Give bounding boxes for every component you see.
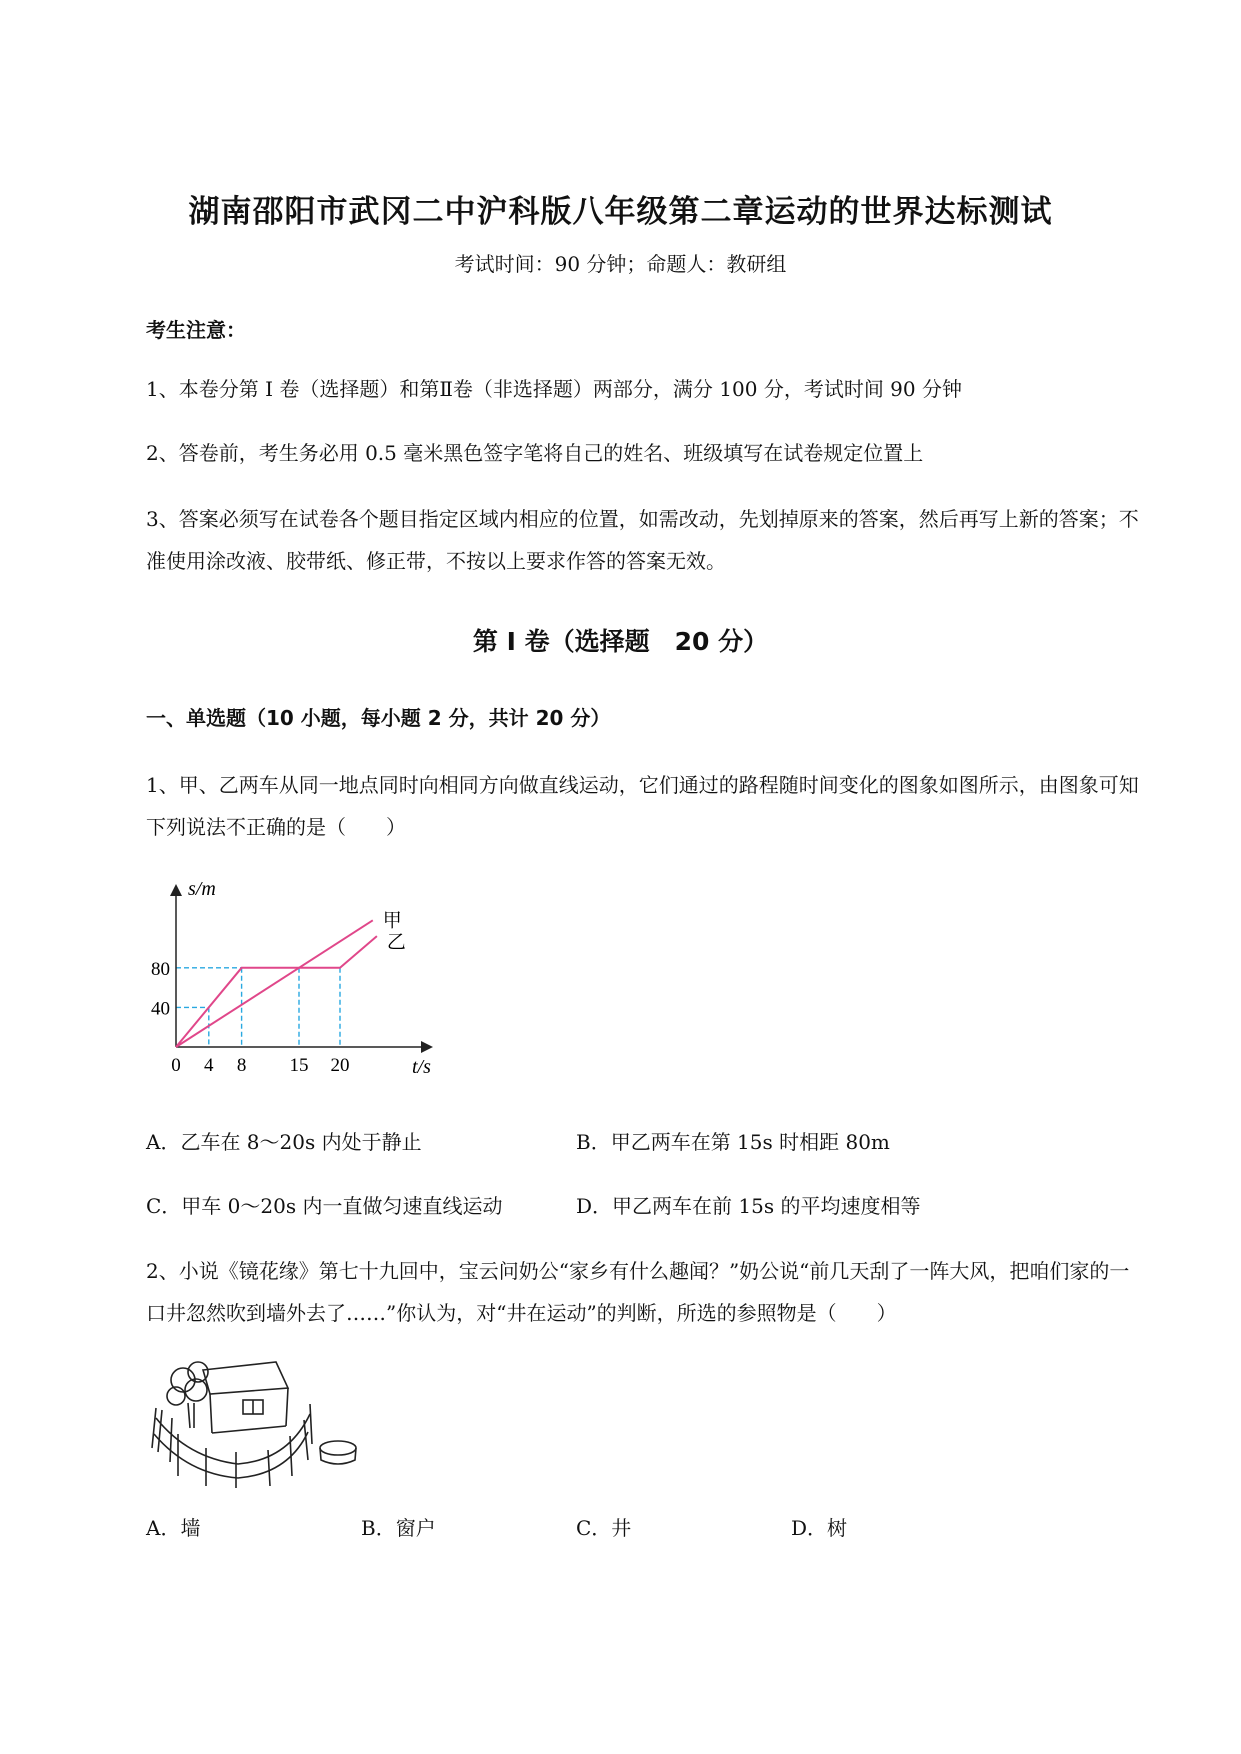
series-label-yi: 乙 <box>386 932 406 954</box>
notice-item-3: 3、答案必须写在试卷各个题目指定区域内相应的位置，如需改动，先划掉原来的答案，然后再写上新的答案；不准使用涂改液、胶带纸、修正带，不按以上要求作答的答案无效。 <box>146 507 1139 573</box>
x-tick-label: 0 <box>171 1055 181 1076</box>
page-title: 湖南邵阳市武冈二中沪科版八年级第二章运动的世界达标测试 <box>188 194 1053 230</box>
question-2-stem: 2、小说《镜花缘》第七十九回中，宝云问奶公“家乡有什么趣闻？”奶公说“前几天刮了一阵大风，把咱们家的一口井忽然吹到墙外去了……”你认为，对“井在运动”的判断，所选的参照物是（ ） <box>146 1259 1130 1325</box>
y-axis-label: s/m <box>188 878 216 900</box>
x-tick-label: 8 <box>236 1055 247 1076</box>
q1-option-c[interactable]: C．甲车 0～20s 内一直做匀速直线运动 <box>146 1194 503 1218</box>
q2-option-d[interactable]: D．树 <box>791 1516 848 1540</box>
notice-heading: 考生注意： <box>146 318 246 342</box>
distance-time-chart <box>140 875 460 1090</box>
question-1-stem: 1、甲、乙两车从同一地点同时向相同方向做直线运动，它们通过的路程随时间变化的图象如图所示，由图象可知下列说法不正确的是（ ） <box>146 773 1139 839</box>
q1-option-a[interactable]: A．乙车在 8～20s 内处于静止 <box>146 1130 422 1154</box>
series-line-yi <box>176 936 377 1047</box>
q1-option-d[interactable]: D．甲乙两车在前 15s 的平均速度相等 <box>576 1194 921 1218</box>
x-tick-label: 20 <box>330 1055 350 1076</box>
y-tick-label: 40 <box>151 998 170 1020</box>
x-tick-label: 4 <box>204 1055 214 1076</box>
subsection-title: 一、单选题（10 小题，每小题 2 分，共计 20 分） <box>146 706 611 730</box>
exam-info: 考试时间：90 分钟；命题人：教研组 <box>454 252 787 276</box>
x-axis-label: t/s <box>412 1056 431 1078</box>
series-line-jia <box>176 920 373 1047</box>
q1-option-b[interactable]: B．甲乙两车在第 15s 时相距 80m <box>576 1130 890 1154</box>
series-label-jia: 甲 <box>382 910 402 932</box>
y-tick-label: 80 <box>151 958 170 980</box>
x-tick-label: 15 <box>289 1055 309 1076</box>
house-well-illustration <box>148 1348 363 1488</box>
q2-option-b[interactable]: B．窗户 <box>361 1516 436 1540</box>
notice-item-2: 2、答卷前，考生务必用 0.5 毫米黑色签字笔将自己的姓名、班级填写在试卷规定位置上 <box>146 441 924 465</box>
q2-option-c[interactable]: C．井 <box>576 1516 632 1540</box>
q2-option-a[interactable]: A．墙 <box>146 1516 201 1540</box>
section-title: 第 I 卷（选择题 20 分） <box>472 627 769 656</box>
notice-item-1: 1、本卷分第 I 卷（选择题）和第Ⅱ卷（非选择题）两部分，满分 100 分，考试时间 90 分钟 <box>146 377 962 401</box>
